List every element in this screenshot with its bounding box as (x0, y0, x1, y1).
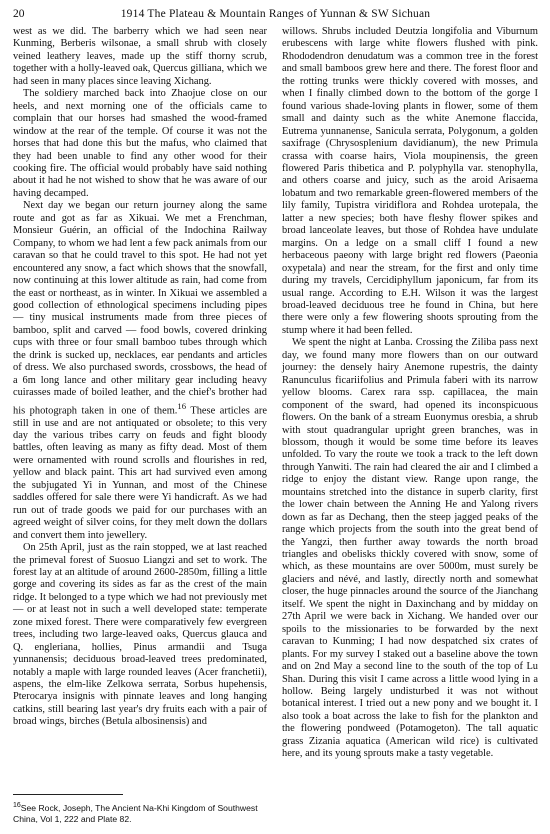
footnote-reference: 16 (177, 400, 187, 411)
paragraph-2: The soldiery marched back into Zhaojue close on our heels, and next morning one of the officials came to complain that our horses had smashed the wood-framed window at the rear of the temple. Of course it was not the horses that had done this but the mafus, who claimed that they had been unable to find any other wood for their cooking fire. The official would probably have said nothing about it had he not wished to show that he was aware of our having decamped. (13, 88, 267, 199)
running-header (13, 6, 538, 22)
running-title: 1914 The Plateau & Mountain Ranges of Yunnan & SW Sichuan (120, 8, 431, 20)
right-column (282, 26, 538, 761)
paragraph-3-tail: These articles are still in use and are not antiquated or obsolete; to this very day the various tribes carry on feuds and fight bloody battles, often leaving as many as fifty dead. Most of them were ornamented with round scrolls and flourishes in red, yellow and black paint. This art had survived even among the subjugated Yi in Yunnan, and most of the Chinese saddles offered for sale there were Yi handicraft. As we had run out of trade goods we paid for our purchases with an agreed weight of silver coins, for they melt down the dollars and convert them into jewellery. (13, 405, 267, 541)
page-number: 20 (13, 8, 25, 20)
footnote (13, 800, 271, 825)
paragraph-6: We spent the night at Lanba. Crossing the Ziliba pass next day, we found many more flowers than on our outward journey: the densely hairy Anemone rupestris, the dainty Ranunculus ficariifolius and Primula faberi with its narrow yellow blooms. Carex rara ssp. capillacea, the main component of the sward, had opened its inconspicuous flowers. On the bank of a stream Euonymus oresbia, a shrub with stout quadrangular upright green branches, was in blossom, though it would be some time before its leaves unfolded. To vary the route we took a track to the left down through Yanwiti. The rain had cleared the air and I climbed a ridge to enjoy the distant view. Range upon range, the mountains stretched into the distance in superb clarity, first the lower chain between the Anning He and Yalong rivers down as far as Dechang, then the steep jagged peaks of the range which projects from the south into the great bend of the Yangzi, then further away towards the north broad triangles and obelisks thickly covered with snow, some of which, as these mountains are over 5000m, must surely be glaciers and névé, and lastly, directly north and somewhat closer, the huge pinnacles around the source of the Jianchang itself. We spent the night in Daxinchang and by midday on 27th April we were back in Xichang. We handed over our spoils to the missionaries to be forwarded by the next caravan to Kunming; I had now despatched six crates of plants. For my survey I staked out a baseline above the town and on 2nd May a second line to the south of the top of Lu Shan. During this visit I came across a little wood lying in a hollow. Being largely undisturbed it was not without botanical interest. I tried out a new pony and we bought it. I also took a boat across the lake to fish for the plankton and the flowering pondweed (Potamogeton). The tall aquatic grass Zizania aquatica (American wild rice) is cultivated here, and its young sprouts make a tasty vegetable. (282, 337, 538, 760)
paragraph-3-text: Next day we began our return journey along the same route and got as far as Xikuai. We met a Frenchman, Monsieur Guérin, an official of the Indochina Railway Company, to whom we had lent a few pack animals from our caravan so that he could travel to this spot. He had not yet encountered any snow, a fact which shows that the snowfall, now continuing at this lower altitude as rain, had come from the east or northeast, as in winter. In Xikuai we assembled a good collection of ethnological specimens including pipes — tiny musical instruments made from three pieces of bamboo, split and carved — food bowls, covered drinking cups with three or four small bamboo tubes through which the drink is sucked up, necklaces, ear pendants and articles of dress. We also purchased swords, crossbows, the head of a 6m long lance and other military gear including heavy cuirasses made of boiled leather, and the chief's brother had his photograph taken in one of them. (13, 200, 267, 417)
footnote-rule (13, 794, 123, 795)
paragraph-5: willows. Shrubs included Deutzia longifolia and Viburnum erubescens with large white flowers flushed with pink. Rhododendron denudatum was a common tree in the forest and small bamboos grew here and there. The forest floor and the rotting trunks were thickly covered with mosses, and when I finally climbed down to the bottom of the gorge I found various shade-loving plants in flower, some of them small and dainty such as the white Anemone flaccida, Eutrema yunnanense, Sanicula serrata, Polygonum, a golden saxifrage (Chrysosplenium davidianum), the new Primula crassa with coarse hairs, Viola moupinensis, the green flowered Paris thibetica and P. polyphylla var. stenophylla, and others coarse and juicy, such as the aroid Arisaema lobatum and two remarkable green-flowered members of the lily family, Tupistra viridiflora and Rohdea urotepala, the latter a new species; both have fleshy flower spikes and broad lanceolate leaves, but those of Rohdea have undulate margins. On a ledge on a small cliff I found a new herbaceous paeony with large bright red flowers (Paeonia oxypetala) and near the stream, for the first and only time during my travels, Cercidiphyllum japonicum, far from its usual range. According to E.H. Wilson it was the largest broad-leaved deciduous tree he found in China, but here there were only a few flowering shoots sprouting from the stump where it had been felled. (282, 26, 538, 336)
paragraph-1: west as we did. The barberry which we had seen near Kunming, Berberis wilsonae, a small shrub with closely veined leathery leaves, made up the stiff thorny scrub, together with a holly-leaved oak, Quercus gilliana, which we had seen in many places since leaving Xichang. (13, 26, 267, 87)
footnote-text: See Rock, Joseph, The Ancient Na-Khi Kingdom of Southwest China, Vol 1, 222 and Plate 82. (13, 802, 258, 824)
paragraph-4: On 25th April, just as the rain stopped, we at last reached the primeval forest of Suosuo Liangzi and set to work. The forest lay at an altitude of around 2600-2850m, filling a little gorge and covering its sides as far as the crest of the main ridge. It belonged to a type which we had not previously met — or at least not in such a well developed state: temperate zone mixed forest. There were comparatively few evergreen trees, including two large-leaved oaks, Quercus glauca and Q. engleriana, hollies, Pinus armandii and Tsuga yunnanensis; deciduous broad-leaved trees predominated, notably a maple with large rounded leaves (Acer franchetii), aspens, the elm-like Zelkowa serrata, Sorbus hupehensis, Pterocarya insignis with pinnate leaves and long hanging catkins, still bearing last year's dry fruits each with a pair of broad wings, birches (Betula albosinensis) and (13, 542, 267, 728)
footnote-marker: 16 (13, 802, 21, 809)
paragraph-3 (13, 200, 267, 542)
left-column (13, 26, 267, 729)
